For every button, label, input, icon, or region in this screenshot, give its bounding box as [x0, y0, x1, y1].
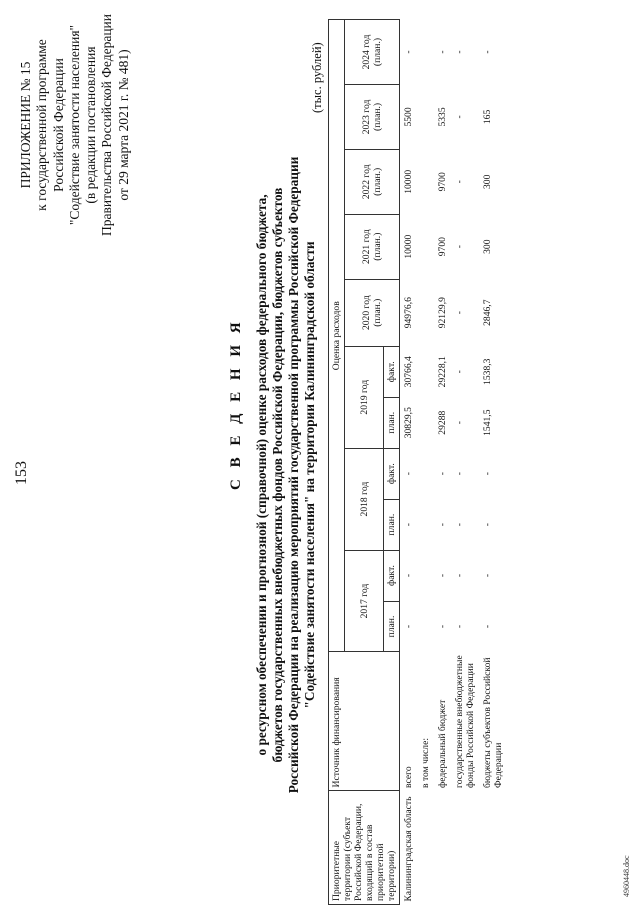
value-cell: 9700: [437, 172, 448, 192]
subtitle-line: "Содействие занятости населения" на территории Калининградской области: [302, 241, 317, 709]
value-cell: 1538,3: [482, 358, 493, 385]
value-cell: 92129,9: [437, 297, 448, 329]
header-fact: факт.: [384, 346, 400, 397]
source-cell: всего: [403, 766, 414, 788]
value-cell: -: [454, 573, 465, 578]
value-cell: -: [403, 472, 414, 476]
value-cell: [417, 499, 434, 550]
appendix-heading: [18, 5, 132, 245]
source-cell: федеральный бюджет: [437, 699, 448, 788]
header-2023: 2023 год (план.): [345, 85, 400, 150]
header-2021: 2021 год (план.): [345, 214, 400, 279]
value-cell: 2846,7: [482, 299, 493, 326]
value-cell: -: [437, 523, 448, 527]
source-cell: государственные внебюджетные фонды Российской Федерации: [454, 655, 476, 788]
subtitle-line: бюджетов государственных внебюджетных фондов Российской Федерации, бюджетов субъектов: [270, 187, 285, 763]
value-cell: -: [482, 573, 493, 578]
value-cell: -: [437, 50, 448, 54]
value-cell: [417, 448, 434, 499]
header-2024: 2024 год (план.): [345, 20, 400, 85]
source-cell: бюджеты субъектов Российской Федерации: [482, 657, 504, 788]
table-row: [434, 20, 451, 905]
header-2022: 2022 год (план.): [345, 149, 400, 214]
value-cell: 5500: [403, 107, 414, 127]
value-cell: -: [454, 311, 465, 315]
value-cell: 10000: [403, 169, 414, 194]
value-cell: 5335: [437, 107, 448, 127]
value-cell: 165: [482, 109, 493, 125]
value-cell: [417, 346, 434, 397]
header-fact: факт.: [384, 550, 400, 601]
value-cell: [417, 20, 434, 85]
subtitle-line: Российской Федерации на реализацию мероприятий государственной программы Российской Федерации: [286, 156, 301, 794]
header-2020: 2020 год (план.): [345, 279, 400, 346]
header-2017: 2017 год: [345, 550, 384, 652]
page-number: 153: [13, 461, 30, 485]
units-label: (тыс. рублей): [310, 42, 324, 113]
value-cell: [417, 214, 434, 279]
value-cell: 9700: [437, 237, 448, 257]
header-2019: 2019 год: [345, 346, 384, 448]
table-row: [400, 20, 418, 905]
value-cell: -: [454, 115, 465, 119]
territory-cell: Калининградская область: [403, 796, 414, 902]
header-plan: план.: [384, 397, 400, 448]
value-cell: [417, 397, 434, 448]
territory-cell: [479, 791, 507, 905]
value-cell: -: [482, 624, 493, 629]
value-cell: 1541,5: [482, 409, 493, 436]
value-cell: -: [454, 624, 465, 629]
value-cell: -: [454, 421, 465, 425]
value-cell: -: [482, 50, 493, 54]
territory-cell: [451, 791, 479, 905]
file-name: 4960448.doc: [622, 855, 631, 897]
header-source: Источник финансирования: [329, 652, 400, 791]
value-cell: 29228,1: [437, 356, 448, 388]
source-cell: в том числе:: [420, 737, 431, 788]
value-cell: 30829,5: [403, 407, 414, 439]
value-cell: [417, 279, 434, 346]
table-body: [400, 20, 508, 905]
appendix-line: Российской Федерации: [50, 58, 66, 192]
value-cell: 300: [482, 239, 493, 254]
value-cell: 29288: [437, 410, 448, 435]
value-cell: -: [437, 624, 448, 629]
value-cell: -: [454, 523, 465, 527]
value-cell: -: [403, 624, 414, 629]
document-subtitle: [254, 125, 318, 825]
header-plan: план.: [384, 499, 400, 550]
appendix-line: к государственной программе: [34, 39, 50, 211]
header-fact: факт.: [384, 448, 400, 499]
appendix-line: "Содействие занятости населения": [66, 24, 82, 226]
value-cell: [417, 550, 434, 601]
table-row: [451, 20, 479, 905]
value-cell: [417, 601, 434, 652]
value-cell: -: [437, 573, 448, 578]
value-cell: -: [437, 472, 448, 476]
document-title: С В Е Д Е Н И Я: [228, 318, 244, 490]
value-cell: -: [403, 523, 414, 527]
table-row: [479, 20, 507, 905]
value-cell: [417, 149, 434, 214]
appendix-line: ПРИЛОЖЕНИЕ № 15: [18, 61, 33, 189]
value-cell: [417, 85, 434, 150]
appendix-line: от 29 марта 2021 г. № 481): [115, 49, 131, 201]
value-cell: -: [403, 50, 414, 54]
expenses-table: [328, 19, 507, 905]
value-cell: 30766,4: [403, 356, 414, 388]
value-cell: -: [454, 180, 465, 184]
value-cell: 10000: [403, 234, 414, 259]
header-estimate: Оценка расходов: [329, 20, 345, 652]
value-cell: -: [454, 50, 465, 54]
appendix-line: (в редакции постановления: [83, 46, 99, 204]
territory-cell: [417, 791, 434, 905]
value-cell: 94976,6: [403, 297, 414, 329]
value-cell: 300: [482, 174, 493, 189]
value-cell: -: [454, 370, 465, 374]
subtitle-line: о ресурсном обеспечении и прогнозной (справочной) оценке расходов федерального бюджета,: [254, 194, 269, 756]
header-2018: 2018 год: [345, 448, 384, 550]
appendix-line: Правительства Российской Федерации: [99, 14, 115, 236]
header-plan: план.: [384, 601, 400, 652]
table-row: [417, 20, 434, 905]
territory-cell: [434, 791, 451, 905]
value-cell: -: [454, 245, 465, 249]
value-cell: -: [482, 472, 493, 476]
value-cell: -: [403, 573, 414, 578]
value-cell: -: [482, 523, 493, 527]
header-territory: Приоритетные территории (субъект Российской Федерации, входящий в состав приоритетной территории): [329, 791, 400, 905]
value-cell: -: [454, 472, 465, 476]
